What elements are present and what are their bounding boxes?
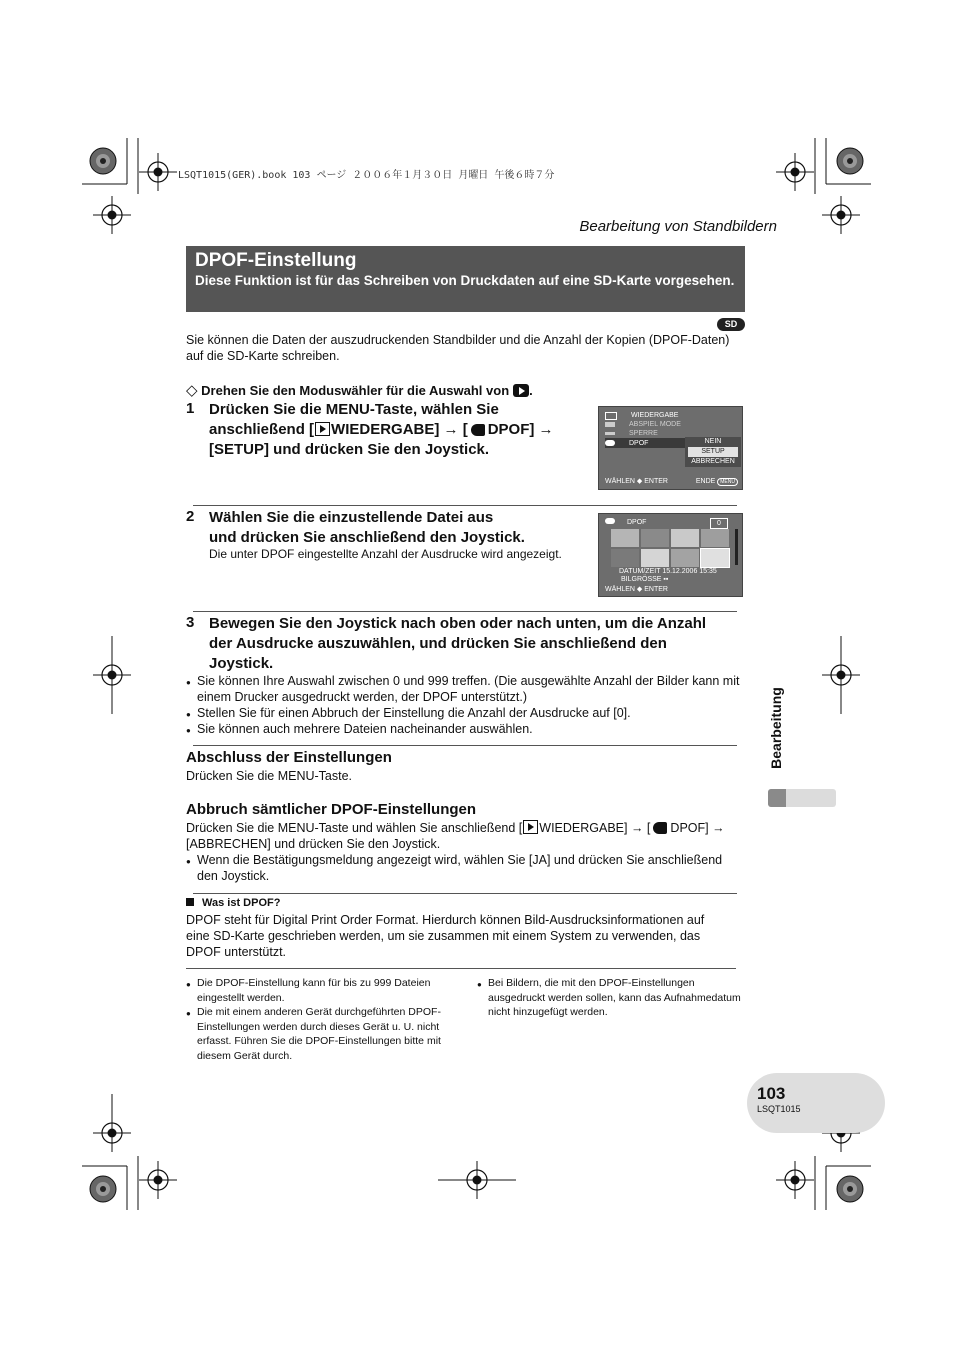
thumbnail[interactable] (611, 529, 639, 547)
finish-heading: Abschluss der Einstellungen (186, 749, 392, 766)
notes-left (197, 976, 459, 1063)
print-header: LSQT1015(GER).book 103 ページ ２００６年１月３０日 月曜日 午後６時７分 (178, 170, 555, 181)
step1-line1: Drücken Sie die MENU-Taste, wählen Sie (209, 401, 499, 418)
divider-5 (186, 968, 736, 969)
option-setup[interactable]: SETUP (688, 447, 738, 457)
dpof-screen (598, 513, 743, 597)
playback-mode-icon (513, 384, 529, 397)
screen2-date: DATUM/ZEIT 15.12.2006 15:35 (619, 568, 717, 575)
screen1-footer-right: ENDE MENU (696, 478, 738, 485)
diamond-symbol: ◇ (186, 382, 198, 399)
cancel-bullets (197, 852, 745, 884)
notes-right (488, 976, 748, 1020)
sd-badge: SD (717, 318, 745, 331)
cancel-line2: [ABBRECHEN] und drücken Sie den Joystick. (186, 837, 441, 851)
title-box (186, 246, 745, 312)
page-subtitle: Diese Funktion ist für das Schreiben von Druckdaten auf eine SD-Karte vorgesehen. (195, 273, 735, 288)
step1-heading (209, 400, 594, 460)
divider-2 (193, 611, 737, 612)
thumbnail-grid (611, 529, 729, 567)
step2-note: Die unter DPOF eingestellte Anzahl der Ausdrucke wird angezeigt. (209, 547, 562, 561)
intro-text: Sie können die Daten der auszudruckenden Standbilder und die Anzahl der Kopien (DPOF-Daten) auf die SD-Karte schreiben. (186, 333, 730, 363)
step3-line2: der Ausdrucke auszuwählen, und drücken Sie anschließend den (209, 635, 667, 652)
section-title: Bearbeitung von Standbildern (579, 218, 777, 235)
screen2-size: BILGRÖSSE ▪▪ (621, 576, 669, 583)
print-icon (471, 424, 485, 436)
playback-icon (523, 820, 538, 834)
page-code: LSQT1015 (757, 1104, 801, 1114)
page-title: DPOF-Einstellung (195, 250, 357, 271)
page-number: 103 (757, 1084, 786, 1103)
side-tab (766, 680, 782, 780)
divider-4 (193, 893, 737, 894)
cancel-text (186, 820, 751, 852)
option-cancel[interactable]: ABBRECHEN (691, 458, 735, 465)
playback-icon (315, 422, 330, 436)
cancel-heading: Abbruch sämtlicher DPOF-Einstellungen (186, 801, 477, 818)
menu-options (685, 437, 741, 467)
mode-dial-instruction: ◇ Drehen Sie den Moduswähler für die Auswahl von . (186, 382, 533, 399)
note-item: ● Die mit einem anderen Gerät durchgeführten DPOF-Einstellungen werden durch dieses Gerät u. U. nicht erfasst. Führen Sie die DPOF-Einstellungen bitte mit diesem Gerät durch. (197, 1005, 459, 1063)
mode-dial-text: Drehen Sie den Moduswähler für die Auswahl von (201, 383, 510, 398)
thumbnail[interactable] (611, 549, 639, 567)
screen2-header: DPOF (605, 518, 646, 526)
step3-bullets (197, 673, 742, 737)
thumbnail[interactable] (701, 529, 729, 547)
note-item: ● Die DPOF-Einstellung kann für bis zu 999 Dateien eingestellt werden. (197, 976, 459, 1005)
step3-heading (209, 614, 749, 674)
menu-row-play-mode: ABSPIEL MODE (605, 420, 715, 429)
thumbnail[interactable] (641, 549, 669, 567)
divider-3 (193, 745, 737, 746)
bullet-item: ● Sie können Ihre Auswahl zwischen 0 und 999 treffen. (Die ausgewählte Anzahl der Bilder kann mit einem Drucker ausgedruckt werden, der DPOF unterstützt.) (197, 673, 742, 705)
side-tab-label: Bearbeitung (768, 687, 784, 769)
thumbnail[interactable] (671, 529, 699, 547)
menu-row-dpof: DPOF (605, 438, 691, 448)
screen2-footer: WÄHLEN ◆ ENTER (605, 586, 668, 593)
thumbnail[interactable] (671, 549, 699, 567)
scrollbar[interactable] (735, 529, 738, 565)
bullet-item: ● Stellen Sie für einen Abbruch der Einstellung die Anzahl der Ausdrucke auf [0]. (197, 705, 742, 721)
step2-heading (209, 508, 594, 548)
thumbnail-selected[interactable] (701, 549, 729, 567)
step2-line1: Wählen Sie die einzustellende Datei aus (209, 509, 494, 526)
step3-line1: Bewegen Sie den Joystick nach oben oder nach unten, um die Anzahl (209, 615, 707, 632)
bullet-item: ● Wenn die Bestätigungsmeldung angezeigt wird, wählen Sie [JA] und drücken Sie anschließend den Joystick. (197, 852, 745, 884)
menu-screen (598, 406, 743, 490)
divider-1 (193, 505, 737, 506)
menu-row-playback: WIEDERGABE (605, 411, 715, 420)
what-is-heading: Was ist DPOF? (186, 897, 280, 909)
chapter-indicator-active (768, 789, 786, 807)
note-item: ● Bei Bildern, die mit den DPOF-Einstellungen ausgedruckt werden sollen, kann das Aufnahmedatum nicht hinzugefügt werden. (488, 976, 748, 1020)
step1-number: 1 (186, 400, 195, 417)
what-is-text: DPOF steht für Digital Print Order Format. Hierdurch können Bild-Ausdrucksinformationen auf eine SD-Karte geschrieben werden, um sie zusammen mit einem System zu verwenden, das DPOF unterstützt. (186, 913, 705, 959)
square-bullet-icon (186, 898, 194, 906)
option-no[interactable]: NEIN (704, 438, 722, 445)
step1-line3: [SETUP] und drücken Sie den Joystick. (209, 441, 490, 458)
step2-number: 2 (186, 508, 195, 525)
print-count: 0 (710, 518, 728, 529)
cancel-line1: Drücken Sie die MENU-Taste und wählen Sie anschließend [ WIEDERGABE] → [ DPOF] → (186, 821, 725, 835)
print-icon (653, 822, 667, 834)
menu-row-lock: SPERRE (605, 429, 715, 438)
step3-line3: Joystick. (209, 655, 274, 672)
screen1-footer-left: WÄHLEN ◆ ENTER (605, 478, 668, 485)
bullet-item: ● Sie können auch mehrere Dateien nacheinander auswählen. (197, 721, 742, 737)
finish-text: Drücken Sie die MENU-Taste. (186, 769, 353, 783)
step1-line2: anschließend [ WIEDERGABE] → [ DPOF] → (209, 421, 554, 438)
step3-number: 3 (186, 614, 195, 631)
thumbnail[interactable] (641, 529, 669, 547)
step2-line2: und drücken Sie anschließend den Joystick. (209, 529, 525, 546)
